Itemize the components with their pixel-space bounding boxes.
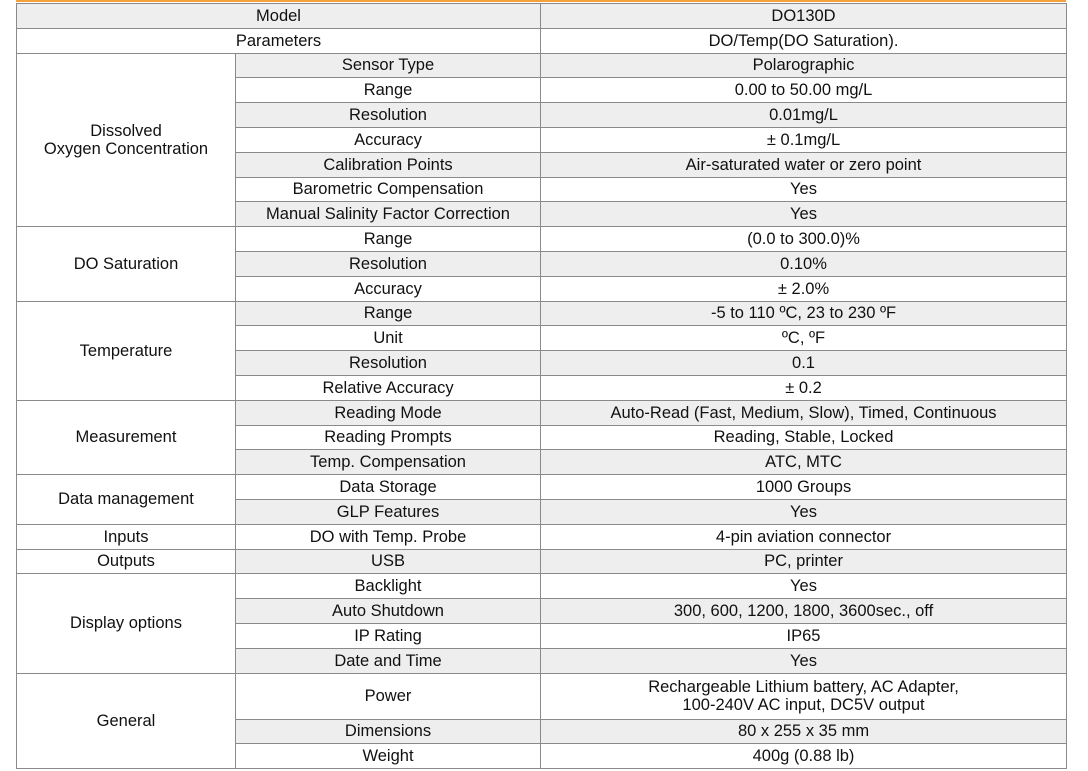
param-cell: Data Storage xyxy=(236,475,541,500)
value-cell: ATC, MTC xyxy=(541,450,1067,475)
param-cell: Temp. Compensation xyxy=(236,450,541,475)
param-cell: Reading Prompts xyxy=(236,425,541,450)
category-cell: Temperature xyxy=(17,301,236,400)
value-cell: Reading, Stable, Locked xyxy=(541,425,1067,450)
value-cell: Yes xyxy=(541,177,1067,202)
param-cell: Unit xyxy=(236,326,541,351)
value-cell: Yes xyxy=(541,202,1067,227)
value-cell: 1000 Groups xyxy=(541,475,1067,500)
param-cell: Sensor Type xyxy=(236,53,541,78)
value-cell: Yes xyxy=(541,574,1067,599)
category-cell: Inputs xyxy=(17,524,236,549)
value-cell: Polarographic xyxy=(541,53,1067,78)
spec-row xyxy=(17,227,1067,252)
value-cell: ± 2.0% xyxy=(541,276,1067,301)
value-cell: 400g (0.88 lb) xyxy=(541,744,1067,769)
parameters-row xyxy=(17,28,1067,53)
param-cell: Weight xyxy=(236,744,541,769)
value-cell: Auto-Read (Fast, Medium, Slow), Timed, Continuous xyxy=(541,400,1067,425)
spec-table xyxy=(16,3,1067,769)
spec-row xyxy=(17,475,1067,500)
value-cell: 0.10% xyxy=(541,251,1067,276)
param-cell: Power xyxy=(236,673,541,719)
param-cell: Range xyxy=(236,227,541,252)
param-cell: Accuracy xyxy=(236,127,541,152)
param-cell: Date and Time xyxy=(236,648,541,673)
value-cell: (0.0 to 300.0)% xyxy=(541,227,1067,252)
param-cell: Relative Accuracy xyxy=(236,375,541,400)
spec-row xyxy=(17,673,1067,719)
spec-row xyxy=(17,574,1067,599)
param-cell: Resolution xyxy=(236,251,541,276)
spec-table-body xyxy=(17,4,1067,769)
param-cell: Resolution xyxy=(236,103,541,128)
spec-row xyxy=(17,301,1067,326)
model-label: Model xyxy=(17,4,541,29)
spec-row xyxy=(17,400,1067,425)
value-cell: ± 0.2 xyxy=(541,375,1067,400)
value-cell: Yes xyxy=(541,648,1067,673)
param-cell: Range xyxy=(236,301,541,326)
value-cell: 0.1 xyxy=(541,351,1067,376)
top-accent-rule xyxy=(16,0,1066,2)
param-cell: Calibration Points xyxy=(236,152,541,177)
value-cell: IP65 xyxy=(541,623,1067,648)
param-cell: USB xyxy=(236,549,541,574)
model-row xyxy=(17,4,1067,29)
value-cell: 80 x 255 x 35 mm xyxy=(541,719,1067,744)
value-cell: Air-saturated water or zero point xyxy=(541,152,1067,177)
value-cell: 300, 600, 1200, 1800, 3600sec., off xyxy=(541,599,1067,624)
model-value: DO130D xyxy=(541,4,1067,29)
spec-row xyxy=(17,524,1067,549)
param-cell: Reading Mode xyxy=(236,400,541,425)
value-cell: 0.00 to 50.00 mg/L xyxy=(541,78,1067,103)
param-cell: Dimensions xyxy=(236,719,541,744)
parameters-value: DO/Temp(DO Saturation). xyxy=(541,28,1067,53)
value-cell: 4-pin aviation connector xyxy=(541,524,1067,549)
param-cell: Range xyxy=(236,78,541,103)
param-cell: Resolution xyxy=(236,351,541,376)
param-cell: Backlight xyxy=(236,574,541,599)
param-cell: Accuracy xyxy=(236,276,541,301)
category-cell: General xyxy=(17,673,236,769)
spec-row xyxy=(17,549,1067,574)
param-cell: IP Rating xyxy=(236,623,541,648)
category-cell: Measurement xyxy=(17,400,236,474)
value-cell: Yes xyxy=(541,499,1067,524)
value-cell: -5 to 110 ºC, 23 to 230 ºF xyxy=(541,301,1067,326)
value-cell: 0.01mg/L xyxy=(541,103,1067,128)
value-cell: PC, printer xyxy=(541,549,1067,574)
category-cell: Display options xyxy=(17,574,236,673)
category-cell: Data management xyxy=(17,475,236,525)
param-cell: GLP Features xyxy=(236,499,541,524)
value-cell: Rechargeable Lithium battery, AC Adapter, 100-240V AC input, DC5V output xyxy=(541,673,1067,719)
category-cell: DO Saturation xyxy=(17,227,236,301)
value-cell: ± 0.1mg/L xyxy=(541,127,1067,152)
param-cell: Barometric Compensation xyxy=(236,177,541,202)
value-cell: ºC, ºF xyxy=(541,326,1067,351)
param-cell: DO with Temp. Probe xyxy=(236,524,541,549)
param-cell: Manual Salinity Factor Correction xyxy=(236,202,541,227)
spec-row xyxy=(17,53,1067,78)
param-cell: Auto Shutdown xyxy=(236,599,541,624)
parameters-label: Parameters xyxy=(17,28,541,53)
category-cell: Outputs xyxy=(17,549,236,574)
category-cell: Dissolved Oxygen Concentration xyxy=(17,53,236,227)
